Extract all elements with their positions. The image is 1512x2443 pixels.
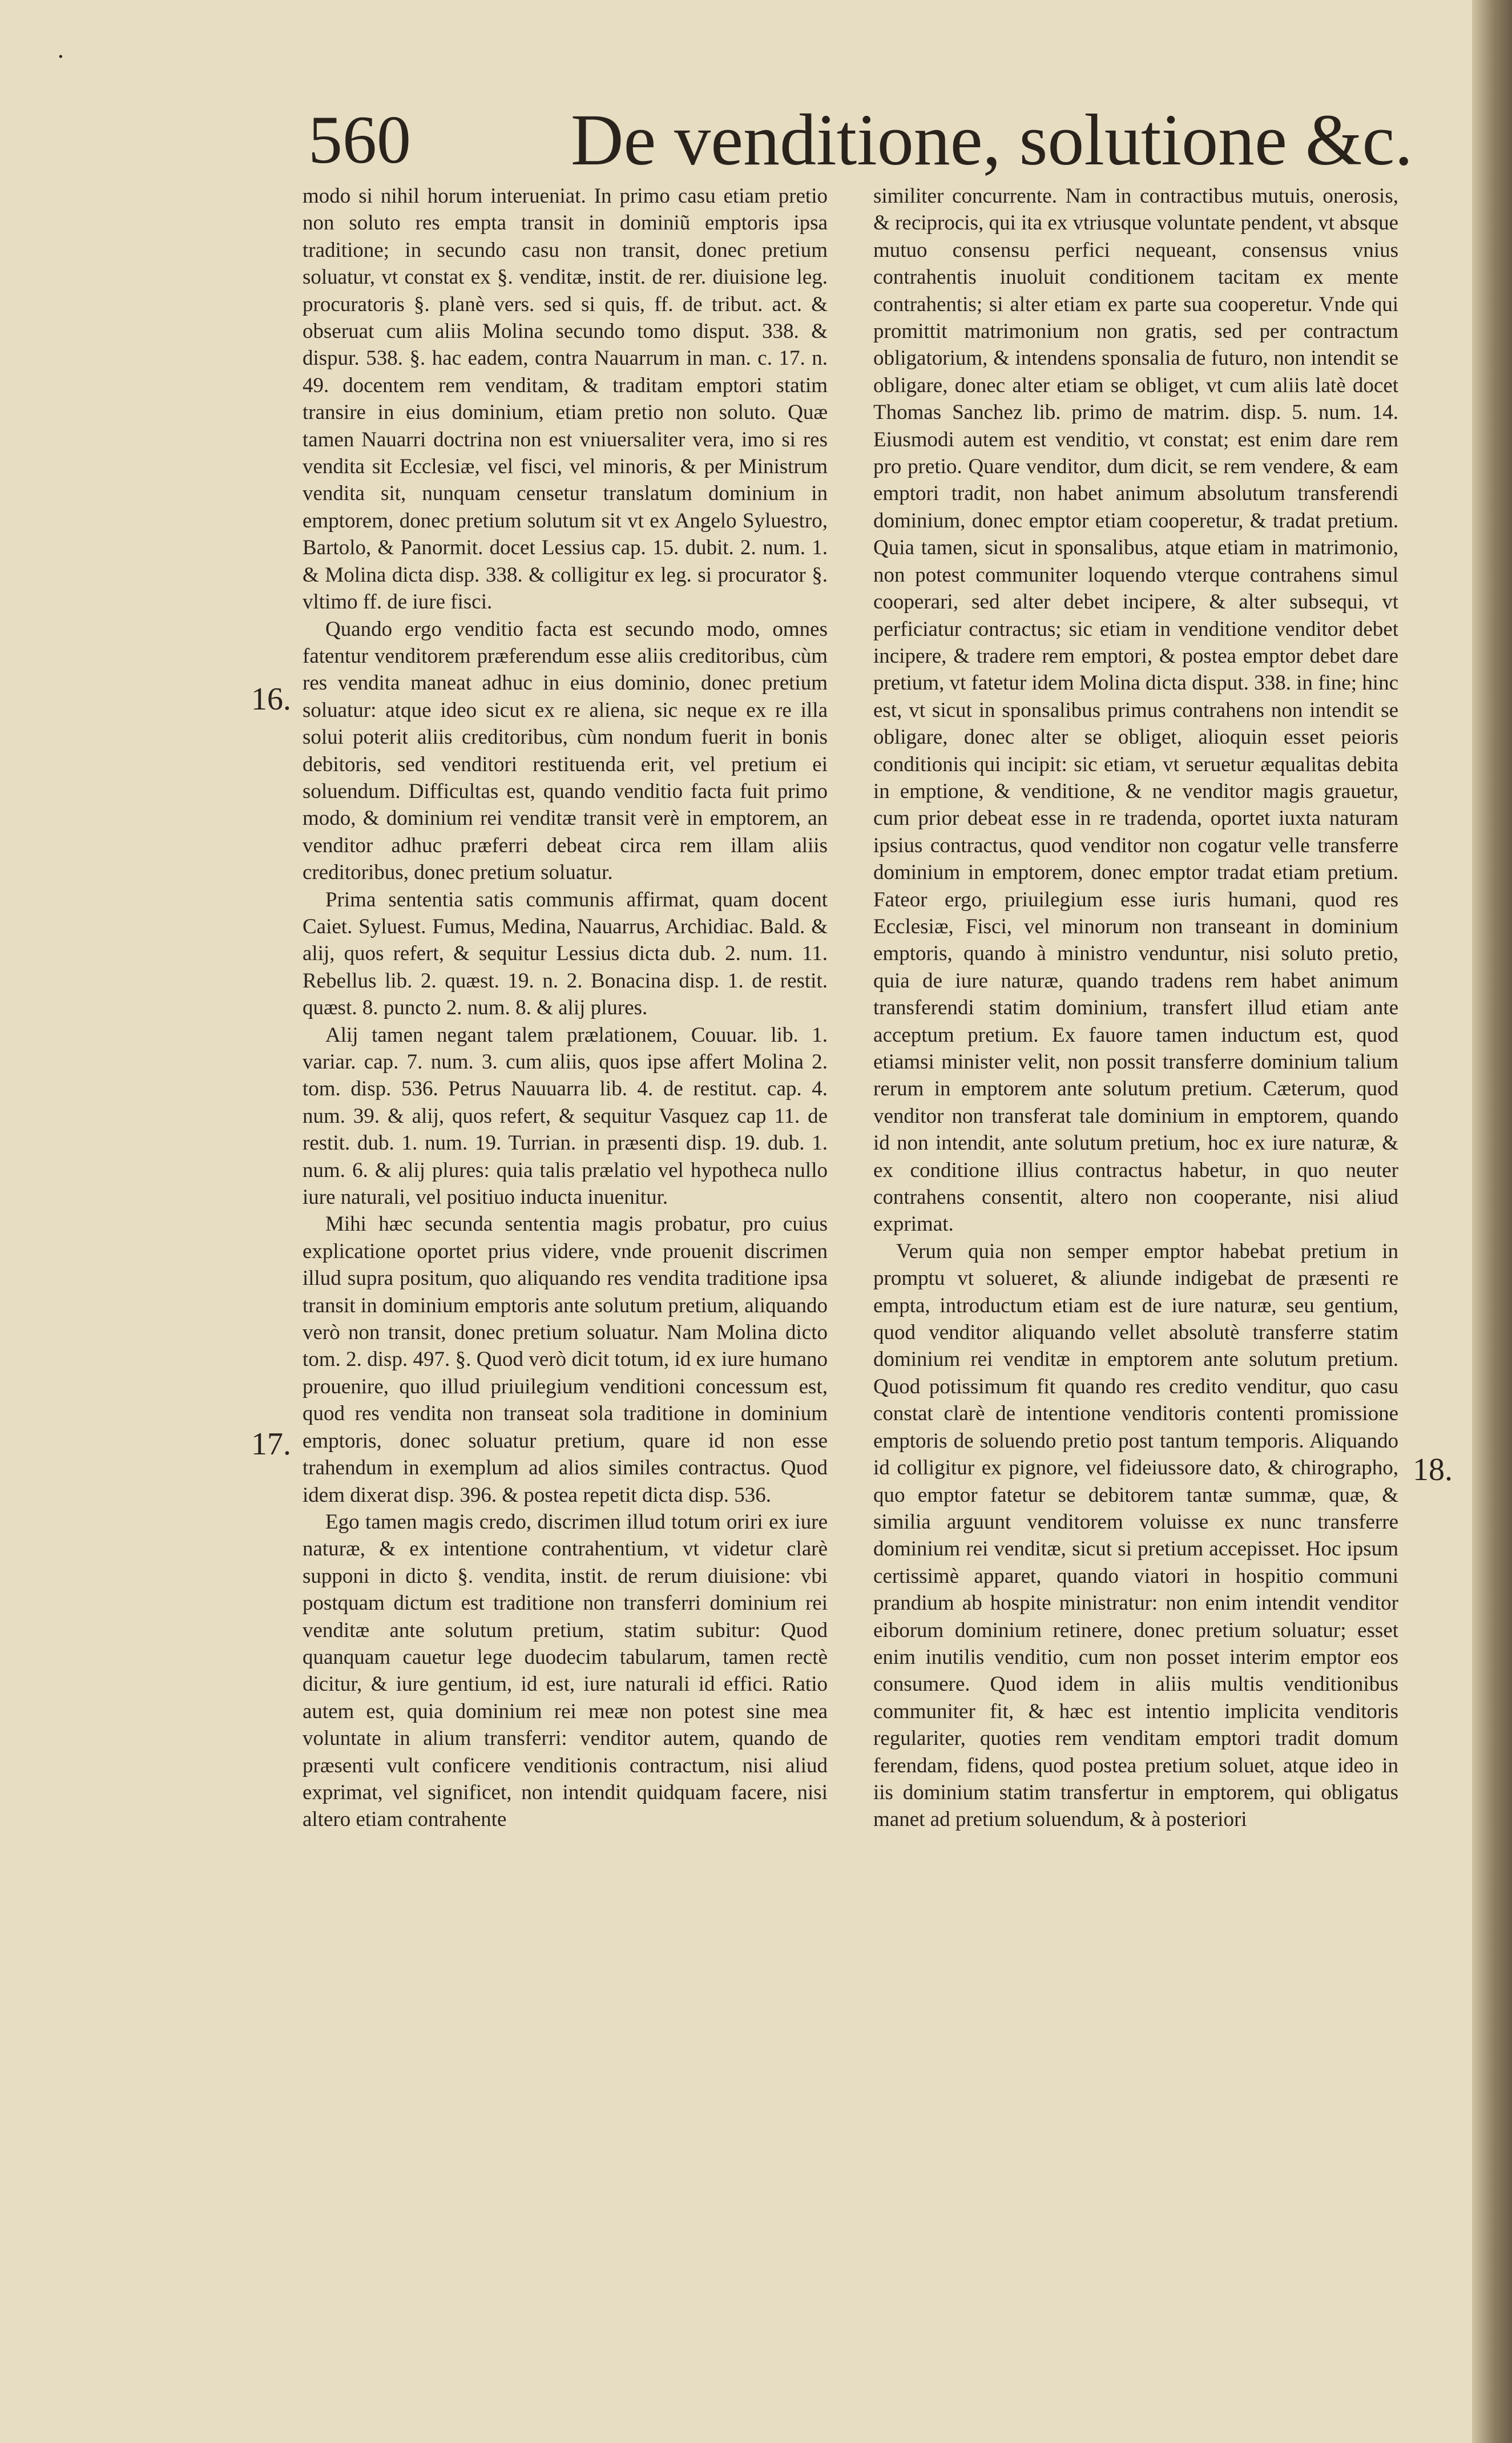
paragraph: Verum quia non semper emptor habebat pretium in promptu vt solueret, & aliunde indigebat de præsenti re empta, introductum etiam est de iure naturæ, seu gentium, quod venditor aliquando vellet absolutè transferre statim dominium rei venditæ in emptorem ante solutum pretium. Quod potissimum fit quando res credito venditur, quo casu constat clarè de intentione venditoris contenti promissione emptoris de soluendo pretio post tantum temporis. Aliquando id colligitur ex pignore, vel fideiussore dato, & chirographo, quo emptor fatetur se debitorem tantæ summæ, quæ, & similia arguunt venditorem voluisse ex nunc transferre dominium rei venditæ, sicut si pretium accepisset. Hoc ipsum certissimè apparet, quando viatori in hospitio communi prandium ab hospite ministratur: non enim intendit venditor eiborum dominium retinere, donec pretium soluatur; esset enim inutilis venditio, cum non posset interim emptor eos consumere. Quod idem in aliis multis venditionibus communiter fit, & hæc est intentio implicita venditoris regulariter, quoties rem venditam emptori tradit domum ferendam, fidens, quod postea pretium soluet, atque ideo in iis dominium statim transfertur in emptorem, qui obligatus manet ad pretium soluendum, & à posteriori <box>873 1239 1398 1832</box>
paragraph: Prima sententia satis communis affirmat, quam docent Caiet. Syluest. Fumus, Medina, Nauarrus, Archidiac. Bald. & alij, quos refert, & sequitur Lessius dicta dub. 2. num. 11. Rebellus lib. 2. quæst. 19. n. 2. Bonacina disp. 1. de restit. quæst. 8. puncto 2. num. 8. & alij plures. <box>303 888 828 1020</box>
margin-mark: · <box>57 44 64 70</box>
paragraph: Mihi hæc secunda sententia magis probatur, pro cuius explicatione oportet prius videre, vnde prouenit discrimen illud supra positum, quo aliquando res vendita traditione ipsa transit in dominium emptoris ante solutum pretium, aliquando verò non transit, donec pretium soluatur. Nam Molina dicto tom. 2. disp. 497. §. Quod verò dicit totum, id ex iure humano prouenire, quo illud priuilegium venditioni concessum est, quod res vendita non transeat sola traditione in dominium emptoris, donec soluatur pretium, quare id non esse trahendum in exemplum ad alios similes contractus. Quod idem dixerat disp. 396. & postea repetit dicta disp. 536. <box>303 1212 828 1507</box>
paragraph: Quando ergo venditio facta est secundo modo, omnes fatentur venditorem præferendum esse aliis creditoribus, cùm res vendita maneat adhuc in eius dominio, donec pretium soluatur: atque ideo sicut ex re aliena, sic neque ex re illa solui poterit aliis creditoribus, cùm nondum fuerit in bonis debitoris, sed venditori restituenda erit, vel pretium ei soluendum. Difficultas est, quando venditio facta fuit primo modo, & dominium rei venditæ transit verè in emptorem, an venditor adhuc præferri debeat circa rem illam aliis creditoribus, donec pretium soluatur. <box>303 617 828 885</box>
paragraph: Ego tamen magis credo, discrimen illud totum oriri ex iure naturæ, & ex intentione contrahentium, vt videtur clarè supponi in dicto §. vendita, instit. de rerum diuisione: vbi postquam dictum est traditione non transferri dominium rei venditæ ante solutum pretium, statim subitur: Quod quanquam cauetur lege duodecim tabularum, tamen rectè dicitur, & iure gentium, id est, iure naturali id effici. Ratio autem est, quia dominium rei meæ non potest sine mea voluntate in alium transferri: venditor autem, quando de præsenti vult conficere venditionis contractum, nisi aliud exprimat, vel significet, non intendit quidquam facere, nisi altero etiam contrahente <box>303 1510 828 1832</box>
book-binding-edge <box>1472 0 1512 2443</box>
right-column <box>873 183 1398 2215</box>
left-column <box>303 183 828 2215</box>
margin-number-18: 18. <box>1413 1452 1453 1487</box>
page-number: 560 <box>308 102 411 178</box>
paragraph: Alij tamen negant talem prælationem, Couuar. lib. 1. variar. cap. 7. num. 3. cum aliis, quos ipse affert Molina 2. tom. disp. 536. Petrus Nauuarra lib. 4. de restitut. cap. 4. num. 39. & alij, quos refert, & sequitur Vasquez cap 11. de restit. dub. 1. num. 19. Turrian. in præsenti disp. 19. dub. 1. num. 6. & alij plures: quia talis prælatio vel hypotheca nullo iure naturali, vel positiuo inducta inuenitur. <box>303 1023 828 1210</box>
paragraph: similiter concurrente. Nam in contractibus mutuis, onerosis, & reciprocis, qui ita ex vtriusque voluntate pendent, vt absque mutuo consensu perfici nequeant, consensus vnius contrahentis inuoluit conditionem tacitam ex mente contrahentis; si alter etiam ex parte sua cooperetur. Vnde qui promittit matrimonium non gratis, sed per contractum obligatorium, & intendens sponsalia de futuro, non intendit se obligare, donec alter etiam se obliget, vt cum aliis latè docet Thomas Sanchez lib. primo de matrim. disp. 5. num. 14. Eiusmodi autem est venditio, vt constat; est enim dare rem pro pretio. Quare venditor, dum dicit, se rem vendere, & eam emptori tradit, non habet animum absolutum transferendi dominium, donec emptor etiam cooperetur, & tradat pretium. Quia tamen, sicut in sponsalibus, atque etiam in matrimonio, non potest communiter loquendo vterque contrahens simul cooperari, sed alter debet incipere, & alter subsequi, vt perficiatur contractus; sic etiam in venditione venditor debet incipere, & tradere rem emptori, & postea emptor debet dare pretium, vt fatetur idem Molina dicta disput. 338. in fine; hinc est, vt sicut in sponsalibus primus contrahens non intendit se obligare, donec alter se obliget, alioquin esset peioris conditionis qui incipit: sic etiam, vt seruetur æqualitas debita in emptione, & venditione, & ne venditor magis grauetur, cum prior debeat esse in re tradenda, oportet iuxta naturam ipsius contractus, quod venditor non cogatur velle transferre dominium in emptorem, donec emptor tradat etiam pretium. Fateor ergo, priuilegium esse iuris humani, quod res Ecclesiæ, Fisci, vel minorum non transeant in dominium emptoris, quando à ministro venduntur, nisi soluto pretio, quia de iure naturæ, quando tradens rem habet animum transferendi statim dominium, transfert illud etiam ante acceptum pretium. Ex fauore tamen inductum est, quod etiamsi minister velit, non possit transferre dominium talium rerum in emptorem ante solutum pretium. Cæterum, quod venditor non transferat tale dominium in emptorem, quando id non intendit, ante solutum pretium, hoc ex iure naturæ, & ex conditione illius contractus habetur, in quo neuter contrahens consentit, altero non cooperante, nisi aliud exprimat. <box>873 184 1398 1236</box>
paragraph: modo si nihil horum interueniat. In primo casu etiam pretio non soluto res empta transit in dominiũ emptoris ipsa traditione; in secundo casu non transit, donec pretium soluatur, vt constat ex §. venditæ, instit. de rer. diuisione leg. procuratoris §. planè vers. sed si quis, ff. de tribut. act. & obseruat cum aliis Molina secundo tomo disput. 338. & dispur. 538. §. hac eadem, contra Nauarrum in man. c. 17. n. 49. docentem rem venditam, & traditam emptori statim transire in eius dominium, etiam pretio non soluto. Quæ tamen Nauarri doctrina non est vniuersaliter vera, imo si res vendita sit Ecclesiæ, vel fisci, vel minoris, & per Ministrum vendita sit, nunquam censetur translatum dominium in emptorem, donec pretium solutum sit vt ex Angelo Syluestro, Bartolo, & Panormit. docet Lessius cap. 15. dubit. 2. num. 1. & Molina dicta disp. 338. & colligitur ex leg. si procurator §. vltimo ff. de iure fisci. <box>303 184 828 614</box>
margin-number-16: 16. <box>251 682 291 717</box>
margin-number-17: 17. <box>251 1426 291 1462</box>
page-header <box>308 97 1413 183</box>
running-title: De venditione, solutione &c. <box>571 99 1413 180</box>
